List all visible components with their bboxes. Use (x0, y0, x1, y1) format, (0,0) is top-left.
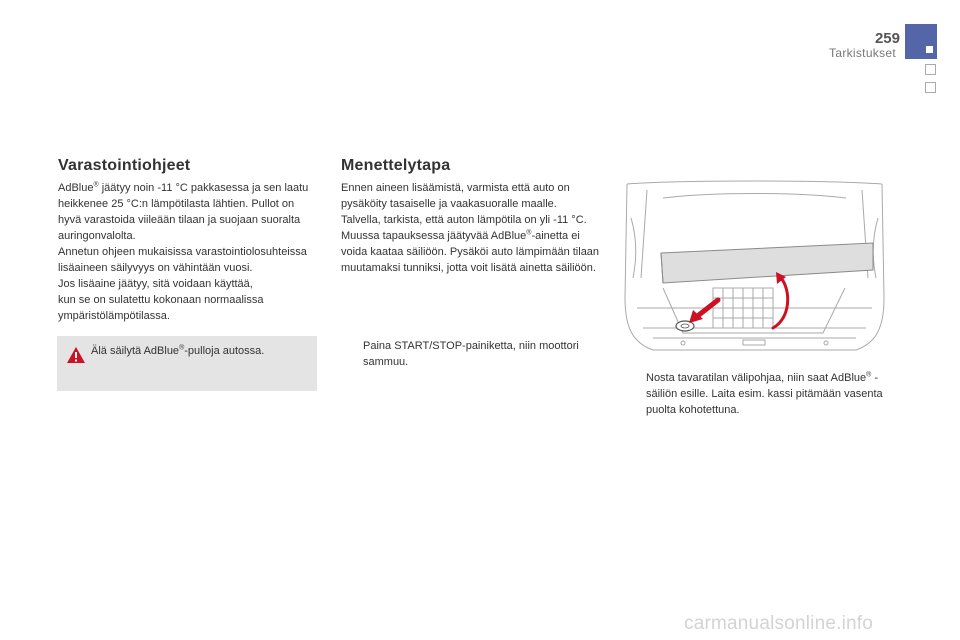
procedure-paragraph: Talvella, tarkista, että auton lämpötila on yli -11 °C. Muussa tapauksessa jäätyvää AdBlue®-ainetta ei voida kaataa säiliöön. Pysäköi auto lämpimään tilaan muutamaksi tunniksi, jotta voit lisätä ainetta säiliöön. (341, 214, 600, 274)
procedure-intro (341, 180, 603, 276)
warning-text: Älä säilytä AdBlue®-pulloja autossa. (91, 344, 265, 357)
page-number: 259 (874, 30, 900, 47)
procedure-paragraph: Ennen aineen lisäämistä, varmista että auto on pysäköity tasaiselle ja vaakasuoralle maalle. (341, 182, 570, 210)
trunk-illustration (623, 178, 886, 355)
section-title: Tarkistukset (829, 46, 896, 60)
section-tab[interactable] (925, 82, 936, 93)
step-item (341, 338, 581, 370)
tab-marker (926, 46, 933, 53)
storage-heading: Varastointiohjeet (58, 157, 191, 174)
storage-paragraph: Jos lisäaine jäätyy, sitä voidaan käyttää, kun se on sulatettu kokonaan normaalissa ympäristölämpötilassa. (58, 278, 264, 322)
warning-box (57, 336, 317, 391)
section-tab-active[interactable] (905, 24, 937, 59)
procedure-heading: Menettelytapa (341, 157, 451, 174)
step-text: Nosta tavaratilan välipohjaa, niin saat AdBlue® -säiliön esille. Laita esim. kassi pitämään vasenta puolta kohotettuna. (646, 371, 883, 416)
watermark: carmanualsonline.info (684, 613, 874, 634)
step-item (624, 370, 884, 418)
storage-paragraph: Annetun ohjeen mukaisissa varastointiolosuhteissa lisäaineen säilyvyys on vähintään vuosi. (58, 246, 307, 274)
step-text: Paina START/STOP-painiketta, niin moottori sammuu. (363, 340, 579, 368)
storage-paragraph: AdBlue® jäätyy noin -11 °C pakkasessa ja sen laatu heikkenee 25 °C:n lämpötilasta lähtien. Pullot on hyvä varastoida viileään tilaan ja suojaan suoralta auringonvalolta. (58, 181, 309, 242)
storage-text (58, 180, 320, 324)
section-tab[interactable] (925, 64, 936, 75)
warning-icon (66, 346, 86, 364)
